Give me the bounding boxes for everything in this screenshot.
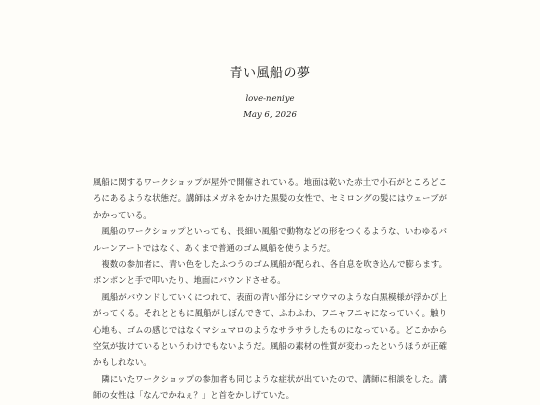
document-date: May 6, 2026 bbox=[243, 110, 297, 120]
paragraph: 風船に関するワークショップが屋外で開催されている。地面は乾いた赤土で小石がところどころにあるような状態だ。講師はメガネをかけた黒髪の女性で、セミロングの髪にはウェーブがかかっている。 bbox=[93, 177, 447, 220]
document-title: 青い風船の夢 bbox=[229, 66, 311, 81]
paragraph: 複数の参加者に、青い色をしたふつうのゴム風船が配られ、各自息を吹き込んで膨らます。ポンポンと手で叩いたり、地面にバウンドさせる。 bbox=[93, 259, 447, 286]
document-author: love-neniye bbox=[245, 94, 295, 104]
paragraph: 風船のワークショップといっても、長細い風船で動物などの形をつくるような、いわゆるバルーンアートではなく、あくまで普通のゴム風船を使うようだ。 bbox=[93, 226, 447, 253]
paragraph: 隣にいたワークショップの参加者も同じような症状が出ていたので、講師に相談をした。講師の女性は「なんでかねぇ？」と首をかしげていた。 bbox=[93, 373, 447, 401]
paragraph: 風船がバウンドしていくにつれて、表面の青い部分にシマウマのような白黒模様が浮かび上がってくる。それとともに風船がしぼんできて、ふわふわ、フニャフニャになっていく。触り心地も、ゴムの感じではなくマシュマロのようなサラサラしたものになっている。どこかから空気が抜けているというわけでもないようだ。風船の素材の性質が変わったというほうが正確かもしれない。 bbox=[93, 291, 447, 368]
document-body bbox=[93, 174, 447, 404]
